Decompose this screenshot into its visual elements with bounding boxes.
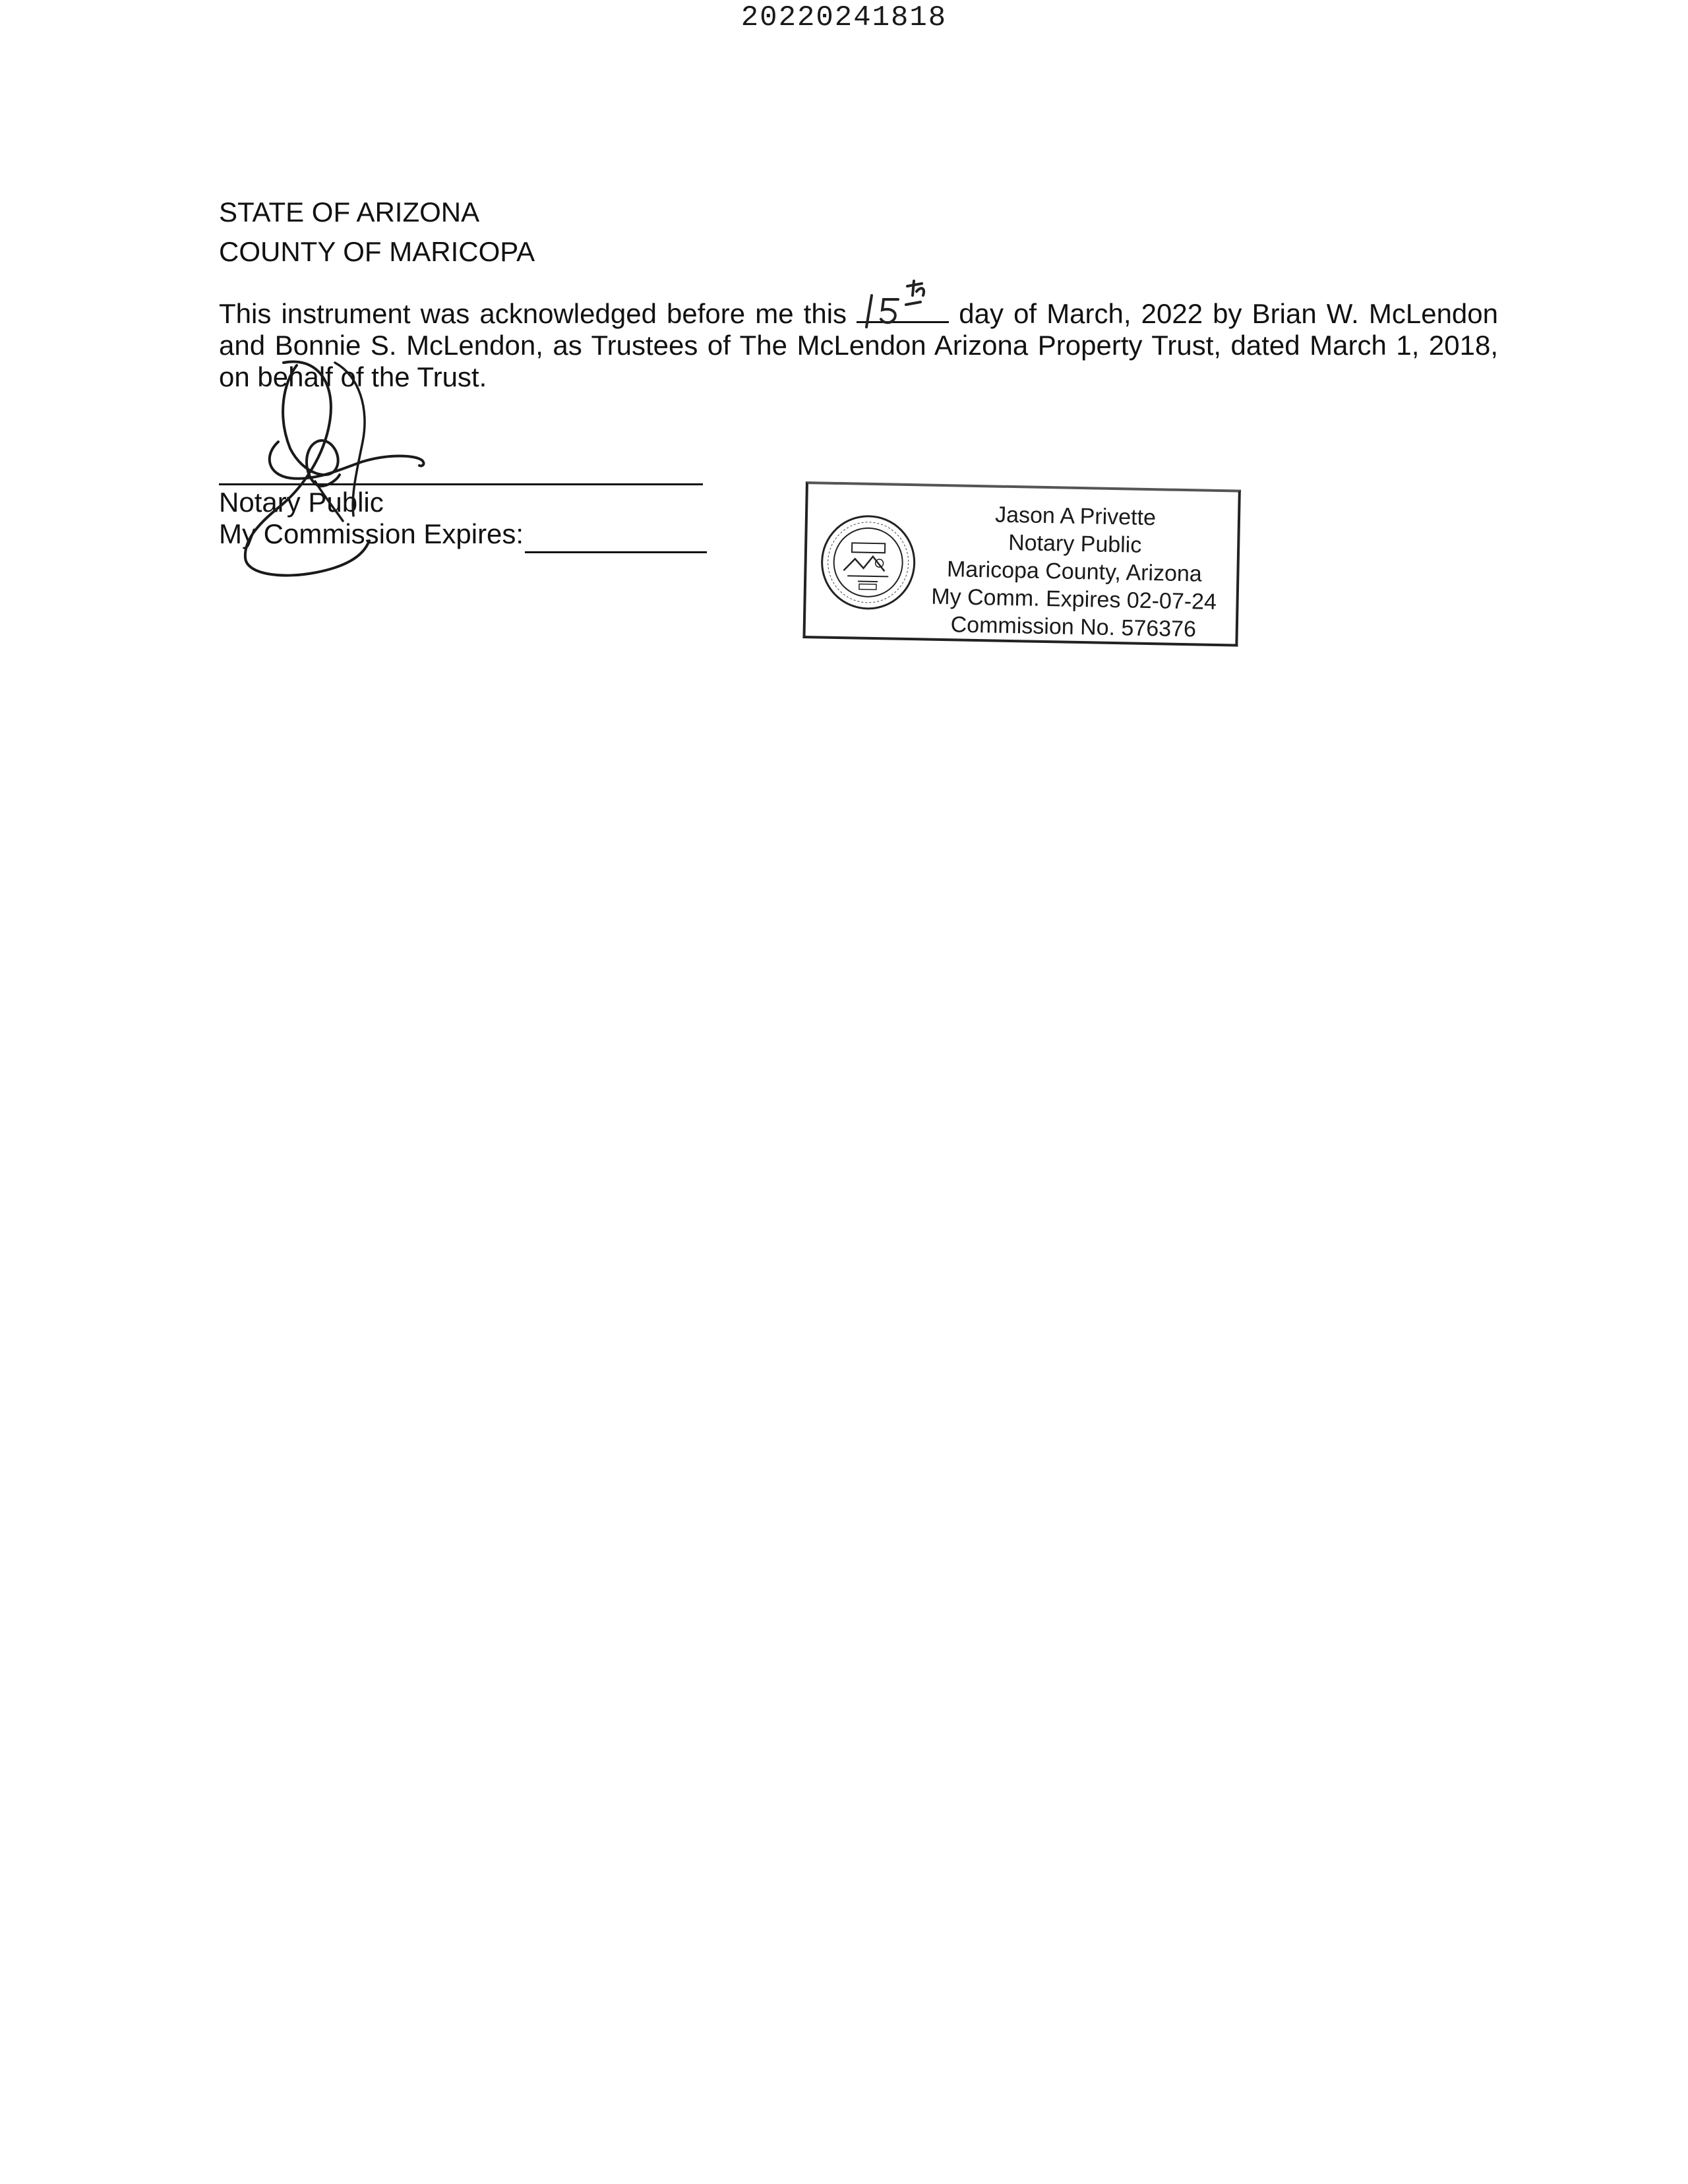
commission-expires-blank bbox=[525, 551, 707, 553]
arizona-state-seal-icon bbox=[818, 512, 919, 613]
notary-expiration: My Comm. Expires 02-07-24 bbox=[930, 584, 1217, 615]
notary-public-label: Notary Public bbox=[219, 487, 384, 518]
commission-expires-label: My Commission Expires: bbox=[219, 518, 524, 549]
notary-title: Notary Public bbox=[1008, 530, 1142, 558]
ack-text-after: day of March, 2022 by Brian W. McLendon and Bonnie S. McLendon, as Trustees of The McLendon Arizona Property Trust, dated March 1, 2018, on behalf of the Trust. bbox=[219, 298, 1499, 392]
notary-stamp bbox=[802, 481, 1242, 648]
recording-number: 20220241818 bbox=[740, 1, 948, 34]
stamp-text bbox=[915, 499, 1234, 644]
notary-signature bbox=[204, 343, 481, 593]
venue-state: STATE OF ARIZONA bbox=[219, 197, 480, 228]
venue-county: COUNTY OF MARICOPA bbox=[219, 236, 535, 267]
notary-commission-number: Commission No. 576376 bbox=[950, 612, 1197, 642]
handwritten-day bbox=[857, 276, 950, 335]
ack-text-before: This instrument was acknowledged before me this bbox=[219, 298, 847, 329]
notary-name: Jason A Privette bbox=[994, 502, 1157, 531]
notary-county: Maricopa County, Arizona bbox=[946, 557, 1203, 587]
